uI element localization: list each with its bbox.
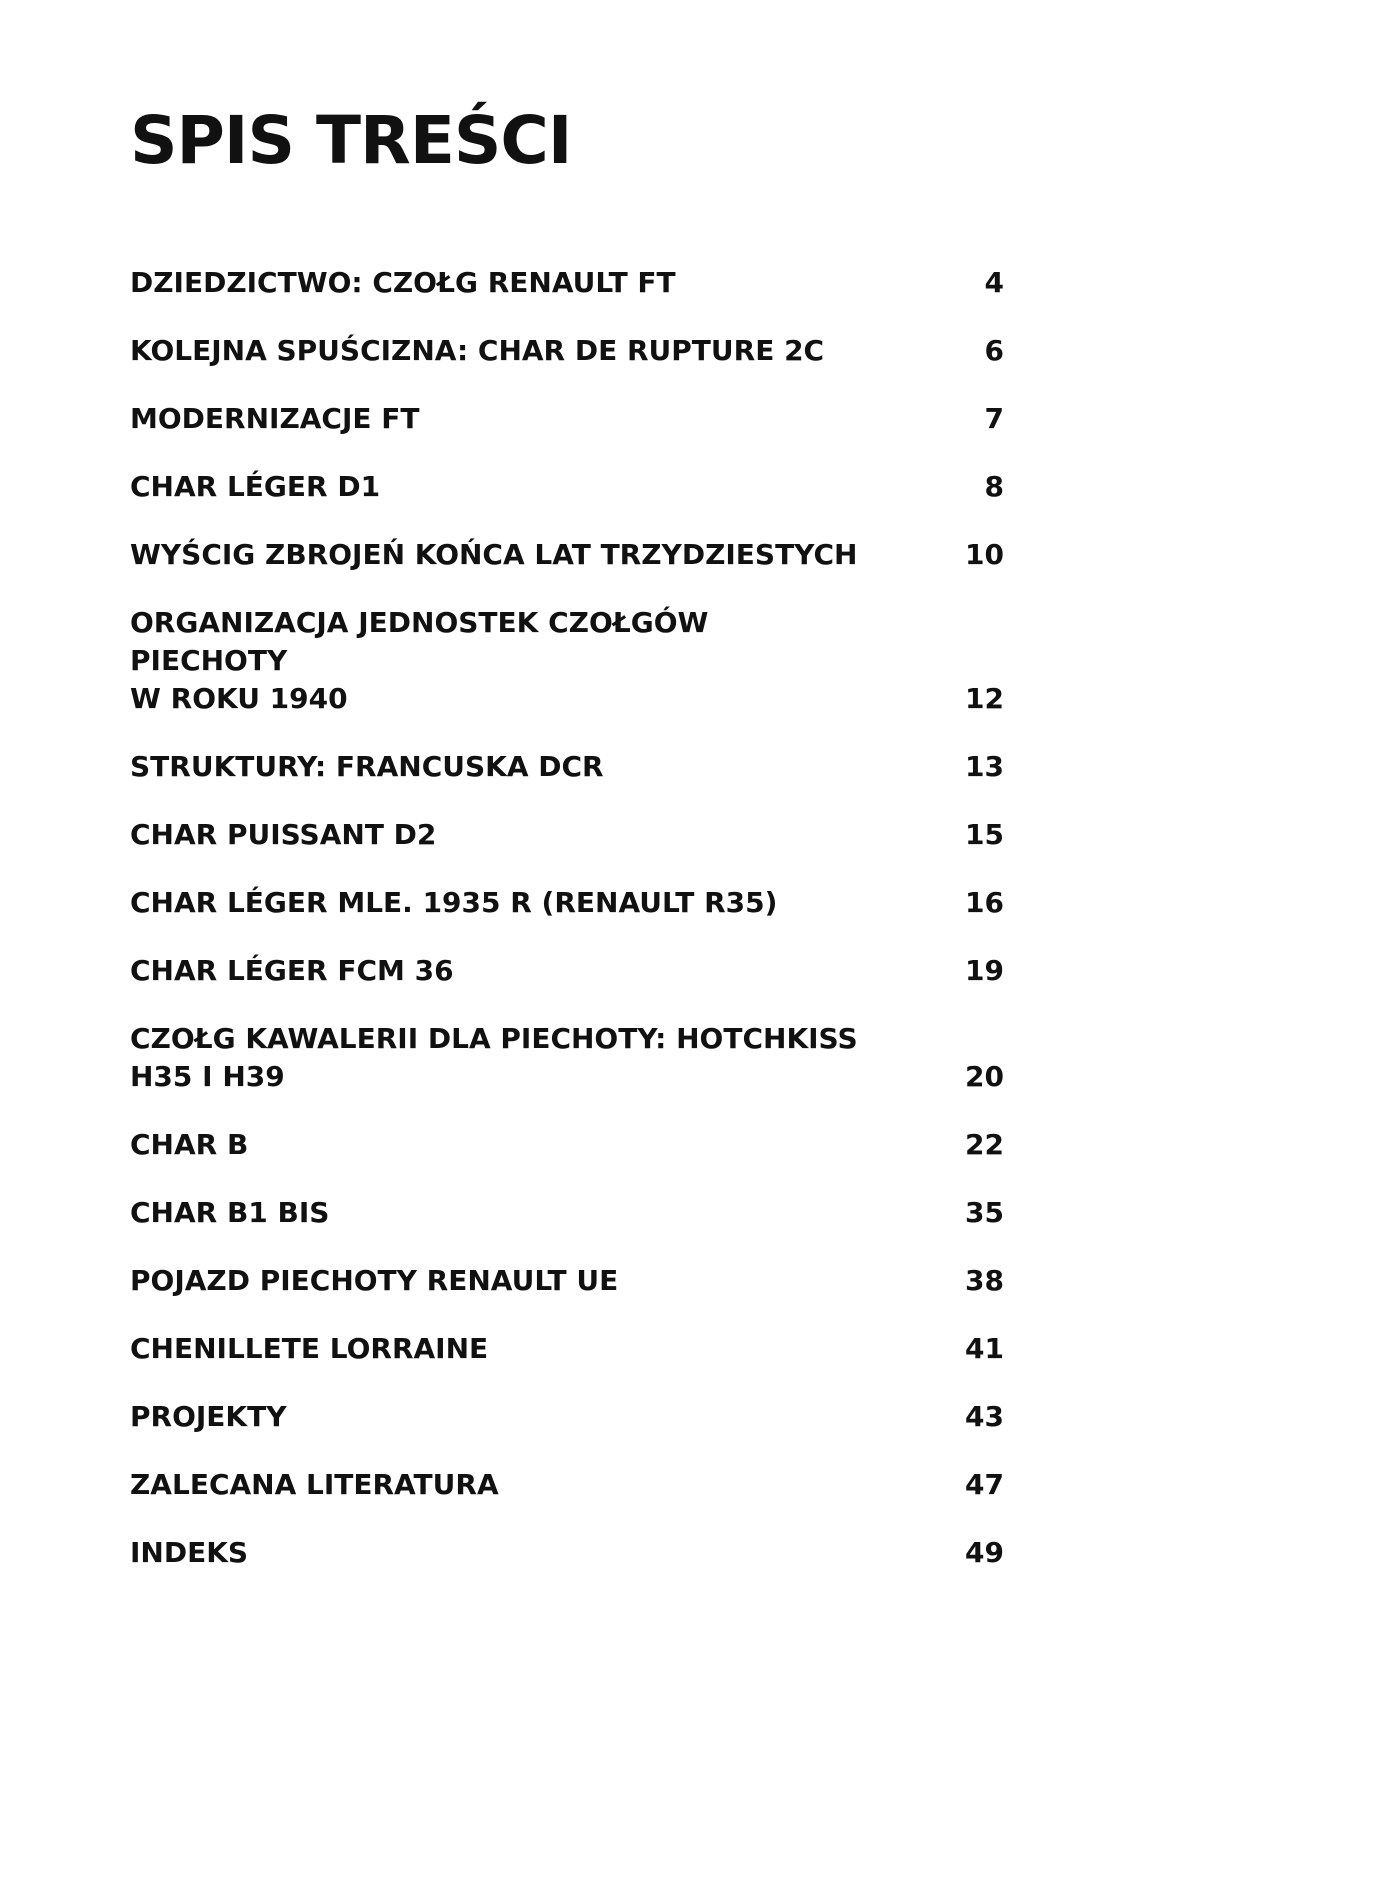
- toc-entry[interactable]: [130, 468, 1004, 506]
- toc-entry[interactable]: [130, 604, 1004, 718]
- toc-entry-title: CHAR LÉGER D1: [130, 470, 381, 503]
- toc-entry-title: ZALECANA LITERATURA: [130, 1468, 499, 1501]
- toc-entry-title: STRUKTURY: FRANCUSKA DCR: [130, 750, 604, 783]
- toc-entry-page: 6: [984, 334, 1004, 367]
- toc-entry-page: 16: [965, 886, 1004, 919]
- toc-entry[interactable]: [130, 1466, 1004, 1504]
- toc-entry-page: 4: [984, 266, 1004, 299]
- toc-entry-page: 19: [965, 954, 1004, 987]
- toc-entry-page: 22: [965, 1128, 1004, 1161]
- toc-entry[interactable]: [130, 400, 1004, 438]
- toc-entry[interactable]: [130, 536, 1004, 574]
- toc-entry-title: POJAZD PIECHOTY RENAULT UE: [130, 1264, 619, 1297]
- toc-entry[interactable]: [130, 264, 1004, 302]
- toc-entry-title: CZOŁG KAWALERII DLA PIECHOTY: HOTCHKISS H35 I H39: [130, 1022, 858, 1093]
- toc-entry-page: 38: [965, 1264, 1004, 1297]
- toc-entry-page: 15: [965, 818, 1004, 851]
- toc-entry-page: 8: [984, 470, 1004, 503]
- toc-entry-page: 47: [965, 1468, 1004, 1501]
- toc-entry-title: MODERNIZACJE FT: [130, 402, 420, 435]
- toc-entry-title: INDEKS: [130, 1536, 249, 1569]
- toc-entry-title: CHENILLETE LORRAINE: [130, 1332, 489, 1365]
- page-title: SPIS TREŚCI: [130, 102, 572, 179]
- toc-entry-page: 10: [965, 538, 1004, 571]
- toc-entry[interactable]: [130, 332, 1004, 370]
- toc-entry[interactable]: [130, 1262, 1004, 1300]
- table-of-contents: [130, 264, 1004, 1602]
- toc-entry-page: 13: [965, 750, 1004, 783]
- toc-entry[interactable]: [130, 1398, 1004, 1436]
- toc-entry[interactable]: [130, 1194, 1004, 1232]
- toc-entry-page: 35: [965, 1196, 1004, 1229]
- toc-entry-title: PROJEKTY: [130, 1400, 287, 1433]
- toc-entry[interactable]: [130, 1020, 1004, 1096]
- toc-entry[interactable]: [130, 884, 1004, 922]
- toc-entry-page: 41: [965, 1332, 1004, 1365]
- toc-entry-title: CHAR B: [130, 1128, 249, 1161]
- toc-entry[interactable]: [130, 816, 1004, 854]
- toc-entry-title: CHAR LÉGER MLE. 1935 R (RENAULT R35): [130, 886, 778, 919]
- toc-entry-title: ORGANIZACJA JEDNOSTEK CZOŁGÓW PIECHOTY W ROKU 1940: [130, 606, 709, 715]
- toc-entry-title: CHAR PUISSANT D2: [130, 818, 437, 851]
- toc-entry-title: WYŚCIG ZBROJEŃ KOŃCA LAT TRZYDZIESTYCH: [130, 538, 858, 571]
- toc-entry-page: 49: [965, 1536, 1004, 1569]
- toc-entry[interactable]: [130, 1330, 1004, 1368]
- toc-entry[interactable]: [130, 1126, 1004, 1164]
- toc-entry-page: 43: [965, 1400, 1004, 1433]
- toc-entry-title: KOLEJNA SPUŚCIZNA: CHAR DE RUPTURE 2C: [130, 334, 825, 367]
- toc-entry-title: CHAR B1 BIS: [130, 1196, 330, 1229]
- toc-entry-page: 7: [984, 402, 1004, 435]
- toc-entry[interactable]: [130, 1534, 1004, 1572]
- toc-entry-title: CHAR LÉGER FCM 36: [130, 954, 454, 987]
- toc-entry-page: 20: [965, 1060, 1004, 1093]
- toc-entry[interactable]: [130, 952, 1004, 990]
- toc-entry[interactable]: [130, 748, 1004, 786]
- toc-entry-title: DZIEDZICTWO: CZOŁG RENAULT FT: [130, 266, 676, 299]
- toc-entry-page: 12: [965, 682, 1004, 715]
